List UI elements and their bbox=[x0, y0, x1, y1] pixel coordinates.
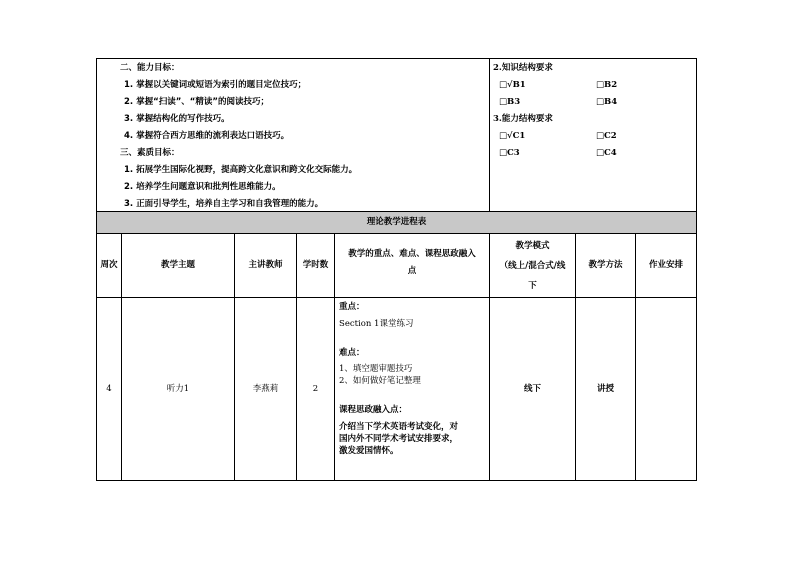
ideology-line: 介绍当下学术英语考试变化，对 bbox=[339, 422, 459, 432]
header-method: 教学方法 bbox=[588, 259, 623, 270]
difficult-item: 2、如何做好笔记整理 bbox=[339, 376, 421, 386]
row-method: 讲授 bbox=[596, 383, 614, 394]
skill-option-c4[interactable]: □C4 bbox=[596, 148, 617, 158]
difficult-item: 1、填空题审题技巧 bbox=[339, 364, 413, 374]
schedule-title: 理论教学进程表 bbox=[366, 216, 427, 227]
row-mode: 线下 bbox=[523, 383, 541, 394]
skill-option-c3[interactable]: □C3 bbox=[499, 148, 520, 158]
knowledge-option-b4[interactable]: □B4 bbox=[596, 97, 618, 107]
knowledge-title: 2.知识结构要求 bbox=[493, 63, 553, 73]
header-points bbox=[335, 246, 489, 280]
header-mode-line: （线上/混合式/线 bbox=[499, 261, 566, 271]
top-section-divider bbox=[489, 58, 490, 211]
header-points-line: 点 bbox=[407, 266, 417, 276]
header-week: 周次 bbox=[100, 259, 118, 270]
header-mode bbox=[490, 236, 575, 296]
row-topic: 听力1 bbox=[166, 383, 190, 394]
skill-option-c1[interactable]: □√C1 bbox=[499, 131, 526, 141]
quality-item: 3. 正面引导学生，培养自主学习和自我管理的能力。 bbox=[124, 199, 324, 209]
header-topic: 教学主题 bbox=[160, 259, 195, 270]
header-mode-line: 下 bbox=[528, 281, 537, 291]
skill-title: 3.能力结构要求 bbox=[493, 114, 553, 124]
header-homework: 作业安排 bbox=[648, 259, 683, 270]
key-text: Section 1课堂练习 bbox=[339, 319, 414, 329]
knowledge-option-b3[interactable]: □B3 bbox=[499, 97, 521, 107]
row-homework bbox=[636, 298, 696, 480]
header-hours: 学时数 bbox=[302, 259, 329, 270]
knowledge-option-b1[interactable]: □√B1 bbox=[499, 80, 526, 90]
row-hours: 2 bbox=[312, 383, 319, 394]
quality-title: 三、素质目标： bbox=[120, 148, 180, 158]
header-mode-line: 教学模式 bbox=[515, 241, 550, 251]
header-points-line: 教学的重点、难点、课程思政融入 bbox=[348, 249, 476, 259]
ability-item: 1. 掌握以关键词或短语为索引的题目定位技巧； bbox=[124, 80, 307, 90]
ability-item: 4. 掌握符合西方思维的流利表达口语技巧。 bbox=[124, 131, 290, 141]
header-teacher: 主讲教师 bbox=[248, 259, 283, 270]
ability-title: 二、能力目标： bbox=[120, 63, 180, 73]
table-border-right bbox=[696, 58, 697, 481]
quality-item: 1. 拓展学生国际化视野，提高跨文化意识和跨文化交际能力。 bbox=[124, 165, 358, 175]
knowledge-option-b2[interactable]: □B2 bbox=[596, 80, 618, 90]
ideology-label: 课程思政融入点： bbox=[339, 405, 408, 415]
difficult-label: 难点： bbox=[339, 348, 365, 358]
ideology-line: 激发爱国情怀。 bbox=[339, 446, 399, 456]
row-teacher: 李燕莉 bbox=[252, 383, 279, 394]
ability-item: 3. 掌握结构化的写作技巧。 bbox=[124, 114, 230, 124]
skill-option-c2[interactable]: □C2 bbox=[596, 131, 617, 141]
key-label: 重点： bbox=[339, 302, 365, 312]
row-points bbox=[339, 301, 487, 457]
table-border-bottom bbox=[96, 480, 697, 481]
row-week: 4 bbox=[106, 383, 112, 394]
table-border-top bbox=[96, 58, 697, 59]
ability-item: 2. 掌握“扫读”、“精读”的阅读技巧； bbox=[124, 97, 269, 107]
ideology-line: 国内外不同学术考试安排要求， bbox=[339, 434, 459, 444]
quality-item: 2. 培养学生问题意识和批判性思维能力。 bbox=[124, 182, 281, 192]
